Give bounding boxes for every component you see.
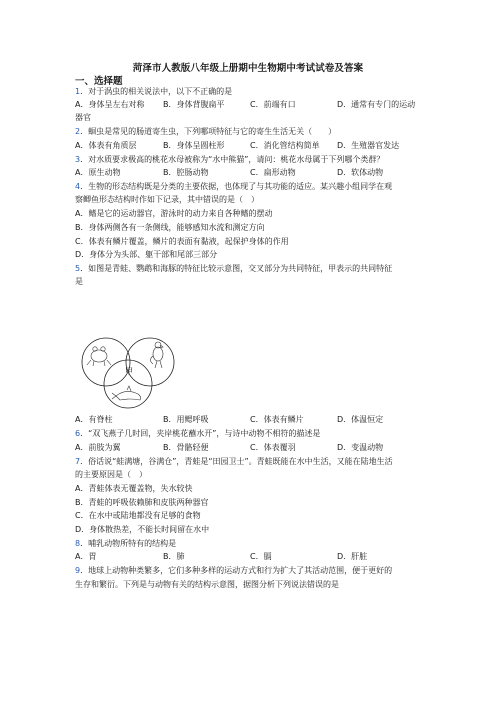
q3-option-d: D．软体动物 [337,168,384,177]
q7-option-d: D．身体散热差，不能长时间留在水中 [75,525,210,534]
dolphin-icon [112,386,141,400]
q3-option-c: C．扁形动物 [250,168,296,177]
q6-option-d: D．变温动物 [337,443,384,452]
question-8-stem: 8．哺乳动物所特有的结构是 [75,539,177,548]
question-7-stem: 7．俗话说“蛙满塘，谷满仓”，青蛙是“田园卫士”。青蛙既能在水中生活，又能在陆地生活 [75,457,393,466]
q6-option-c: C．体表覆羽 [250,443,296,452]
question-4-stem: 4．生物的形态结构既是分类的主要依据，也体现了与其功能的适应。某兴趣小组同学在观 [75,182,393,191]
q3-option-a: A．原生动物 [75,168,121,177]
question-number: 9 [75,566,81,575]
q5-option-a: A．有脊柱 [75,415,113,424]
q1-option-d: D．通常有专门的运动 [337,100,416,109]
question-7-stem-continued: 的主要原因是（ ） [75,470,147,479]
q4-option-a: A．鳍是它的运动器官，游泳时的动力来自各种鳍的摆动 [75,209,273,218]
q2-option-c: C．消化管结构简单 [250,141,320,150]
q4-option-c: C．体表有鳞片覆盖，鳞片的表面有黏液，起保护身体的作用 [75,237,289,246]
q8-option-c: C．膈 [250,552,272,561]
question-number: 6 [75,429,81,438]
q7-option-a: A．青蛙体表无覆盖物，失水较快 [75,484,193,493]
q1-option-a: A．身体呈左右对称 [75,100,145,109]
q7-option-b: B．青蛙的呼吸依赖肺和皮肤两种器官 [75,498,209,507]
parrot-icon [151,342,164,368]
question-2-stem: 2．蛔虫是常见的肠道寄生虫，下列哪项特征与它的寄生生活无关（ ） [75,127,337,136]
q6-option-b: B．骨骼轻便 [163,443,209,452]
question-1-stem: 1．对于涡虫的相关说法中，以下不正确的是 [75,87,233,96]
question-number: 8 [75,539,81,548]
q3-option-b: B．腔肠动物 [163,168,209,177]
question-9-stem: 9．地球上动物种类繁多，它们多种多样的运动方式和行为扩大了其活动范围，便于更好的 [75,566,393,575]
q1-option-d-continued: 器官 [75,113,91,122]
q4-option-d: D．身体分为头部、躯干部和尾部三部分 [75,250,218,259]
question-number: 3 [75,155,81,164]
q6-option-a: A．前肢为翼 [75,443,121,452]
q8-option-b: B．肺 [163,552,185,561]
q4-option-b: B．身体两侧各有一条侧线，能够感知水流和测定方向 [75,223,265,232]
q5-option-b: B．用鳃呼吸 [163,415,209,424]
q2-option-d: D．生殖器官发达 [337,141,400,150]
q8-option-a: A．胃 [75,552,97,561]
question-9-stem-continued: 生存和繁衍。下列是与动物有关的结构示意图，据图分析下列说法错误的是 [75,580,339,589]
section-heading: 一、选择题 [75,76,123,87]
exam-title: 菏泽市人教版八年级上册期中生物期中考试试卷及答案 [132,63,364,74]
venn-label-jia: 甲 [125,367,133,376]
q8-option-d: D．肝脏 [337,552,368,561]
question-number: 1 [75,87,81,96]
venn-circle-parrot [126,338,174,386]
q2-option-b: B．身体呈圆柱形 [163,141,225,150]
question-number: 5 [75,264,81,273]
venn-diagram [74,334,184,410]
question-4-stem-continued: 察鲫鱼形态结构时作如下记录，其中错误的是（ ） [75,195,259,204]
question-3-stem: 3．对水质要求极高的桃花水母被称为“水中熊猫”，请问：桃花水母属于下列哪个类群？ [75,155,385,164]
frog-icon [87,347,111,366]
q7-option-c: C．在水中或陆地都没有足够的食物 [75,511,201,520]
question-number: 4 [75,182,81,191]
q1-option-c: C．前端有口 [250,100,296,109]
q5-option-c: C．体表有鳞片 [250,415,304,424]
question-number: 2 [75,127,81,136]
question-number: 7 [75,457,81,466]
q1-option-b: B．身体背腹扁平 [163,100,225,109]
q5-option-d: D．体温恒定 [337,415,384,424]
question-5-stem-continued: 是 [75,277,83,286]
q2-option-a: A．体表有角质层 [75,141,137,150]
question-6-stem: 6．“双飞燕子几时回，夹岸桃花蘸水开”，与诗中动物不相符的描述是 [75,429,321,438]
question-5-stem: 5．如图是青蛙、鹦鹉和海豚的特征比较示意图，交叉部分为共同特征，甲表示的共同特征 [75,264,393,273]
